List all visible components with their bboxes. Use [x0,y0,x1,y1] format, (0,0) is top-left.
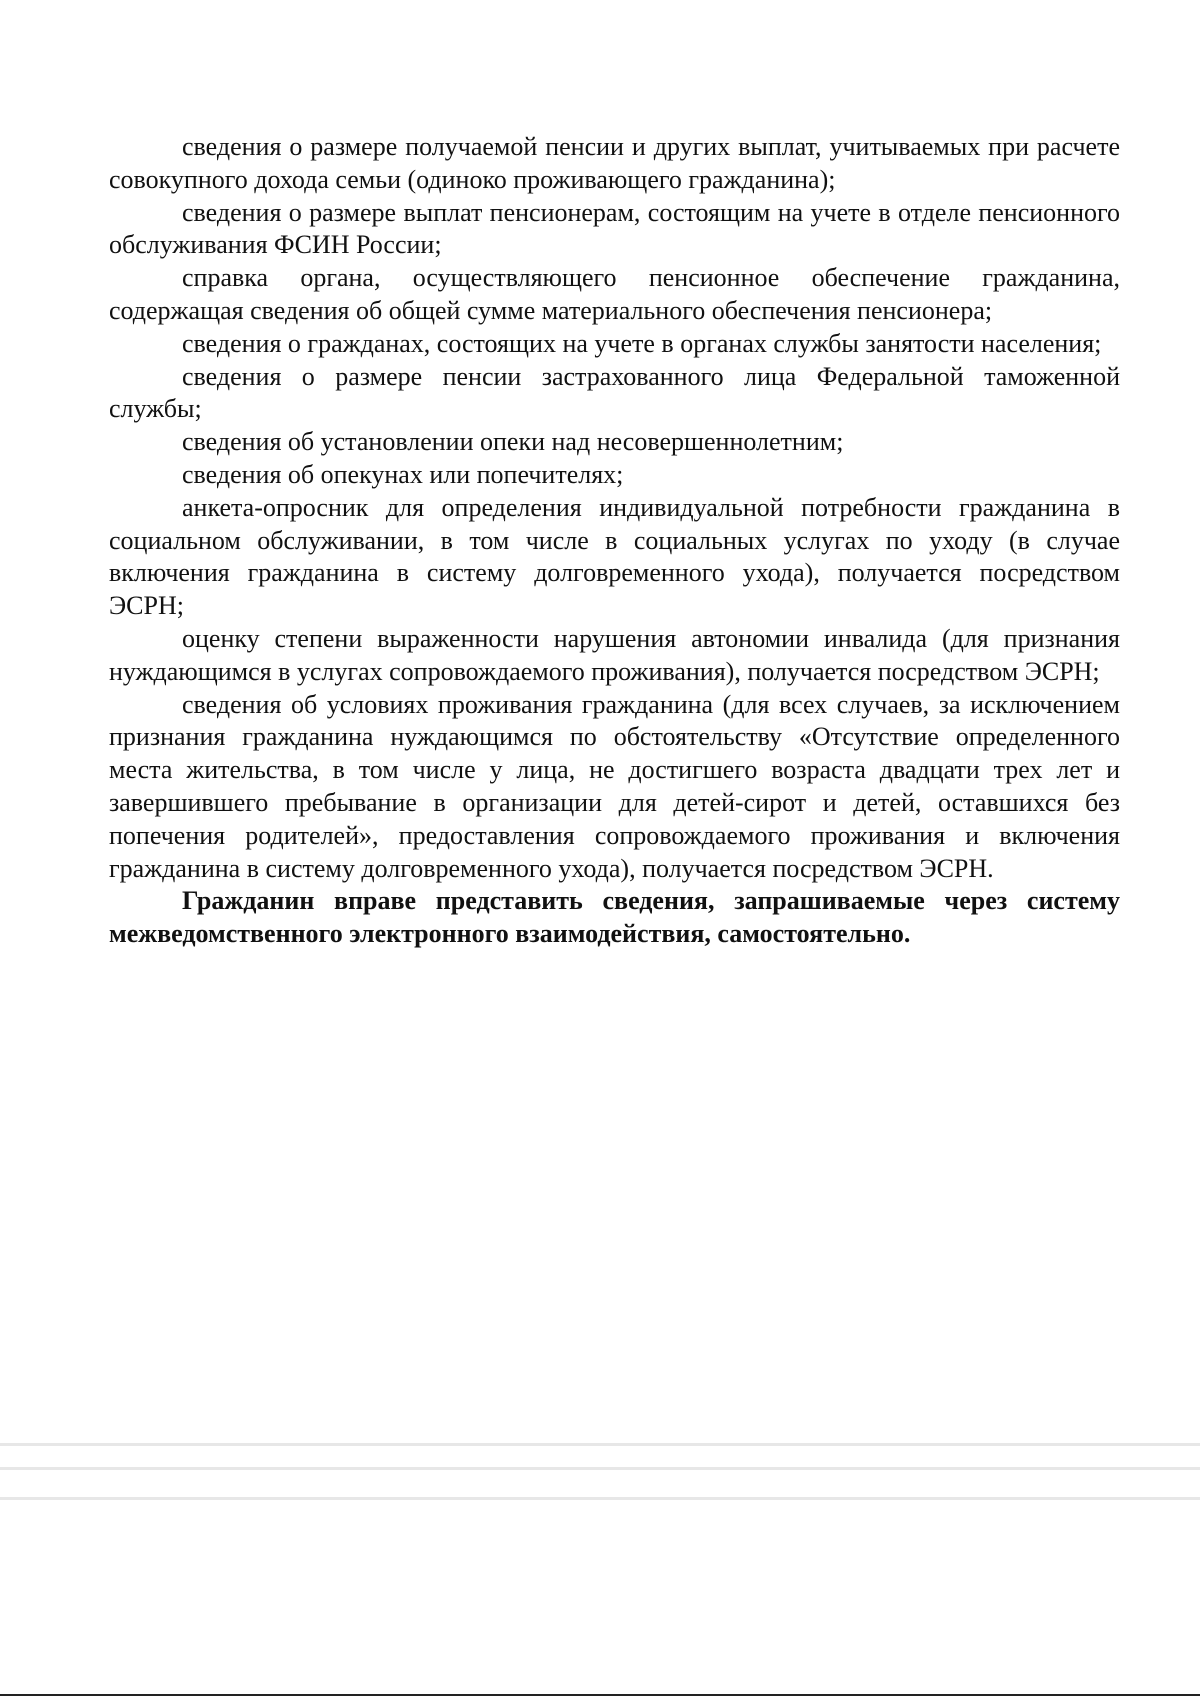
document-body [109,131,1120,951]
paragraph-pension-authority-certificate: справка органа, осуществляющего пенсионное обеспечение гражданина, содержащая сведения об общей сумме материального обеспечения пенсионера; [109,263,1120,325]
scan-noise [0,1395,1200,1545]
paragraph-customs-pension: сведения о размере пенсии застрахованного лица Федеральной таможенной службы; [109,361,1120,424]
paragraph-living-conditions: сведения об условиях проживания гражданина (для всех случаев, за исключением признания гражданина нуждающимся по обстоятельству «Отсутствие определенного места жительства, в том числе у лица, не достигшего возраста двадцати трех лет и завершившего пребывание в организации для детей-сирот и детей, оставшихся без попечения родителей», предоставления сопровождаемого проживания и включения гражданина в систему долговременного ухода), получается посредством ЭСРН. [109,689,1120,883]
paragraph-fsin-payments: сведения о размере выплат пенсионерам, состоящим на учете в отделе пенсионного обслуживания ФСИН России; [109,197,1120,260]
paragraph-employment-service: сведения о гражданах, состоящих на учете в органах службы занятости населения; [182,328,1102,358]
paragraph-citizen-right: Гражданин вправе представить сведения, запрашиваемые через систему межведомственного электронного взаимодействия, самостоятельно. [109,886,1120,949]
paragraph-questionnaire: анкета-опросник для определения индивидуальной потребности гражданина в социальном обслуживании, в том числе в социальных услугах по уходу (в случае включения гражданина в систему долговременного ухода), получается посредством ЭСРН; [109,492,1120,621]
paragraph-autonomy-assessment: оценку степени выраженности нарушения автономии инвалида (для признания нуждающимся в услугах сопровождаемого проживания), получается посредством ЭСРН; [109,623,1120,686]
paragraph-guardians: сведения об опекунах или попечителях; [182,459,624,489]
paragraph-guardianship: сведения об установлении опеки над несовершеннолетним; [182,427,844,457]
paragraph-pension-info: сведения о размере получаемой пенсии и других выплат, учитываемых при расчете совокупного дохода семьи (одиноко проживающего гражданина); [109,132,1120,194]
